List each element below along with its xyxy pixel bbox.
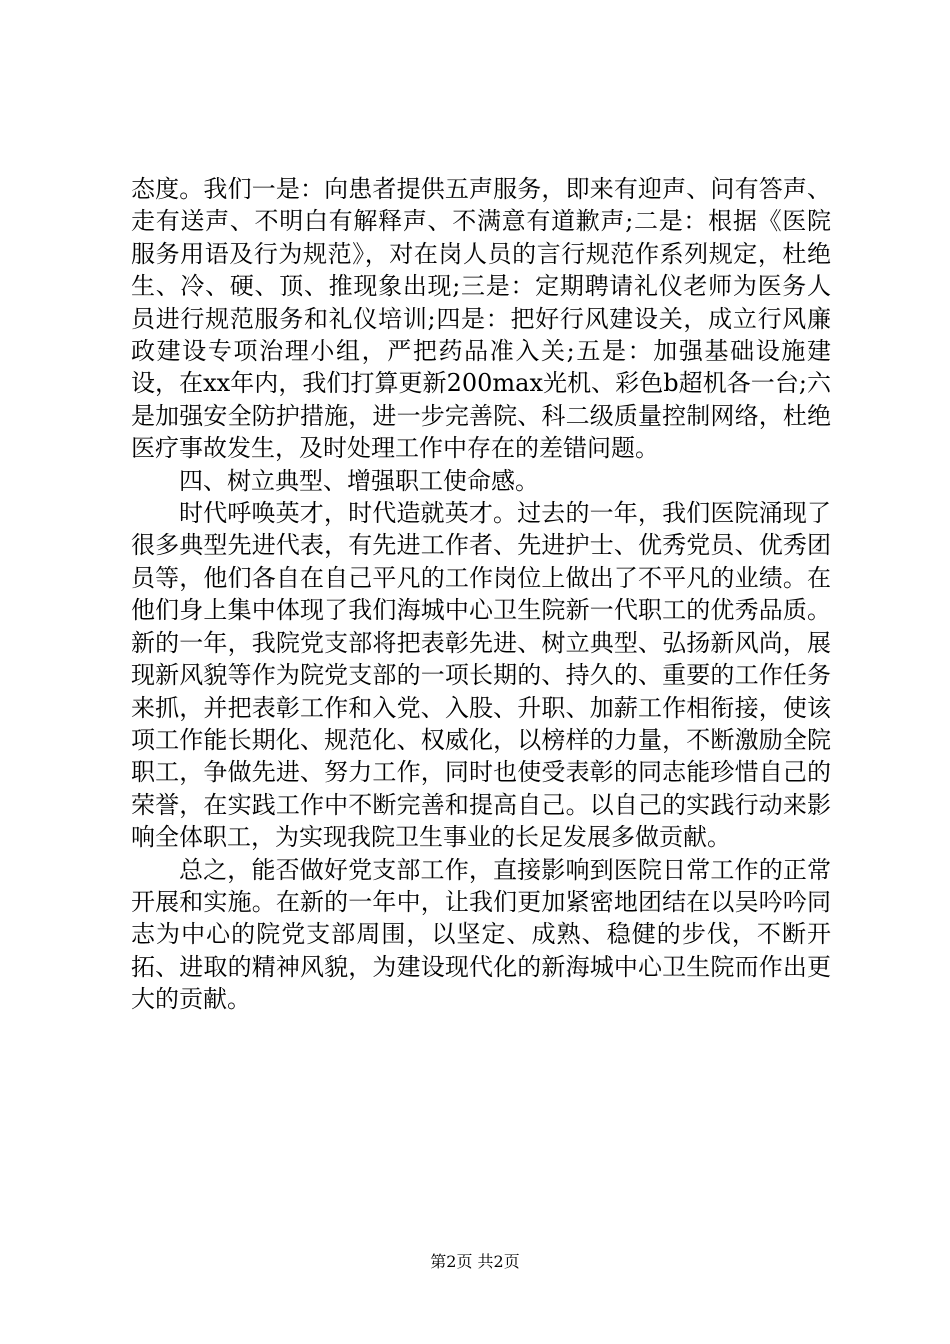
paragraph-service-measures: 态度。我们一是：向患者提供五声服务，即来有迎声、问有答声、走有送声、不明白有解释声、不满意有道歉声;二是：根据《医院服务用语及行为规范》，对在岗人员的言行规范作系列规定，杜绝生、冷、硬、顶、推现象出现;三是：定期聘请礼仪老师为医务人员进行规范服务和礼仪培训;四是：把好行风建设关，成立行风廉政建设专项治理小组，严把药品准入关;五是：加强基础设施建设，在xx年内，我们打算更新200max光机、彩色b超机各一台;六是加强安全防护措施，进一步完善院、科二级质量控制网络，杜绝医疗事故发生，及时处理工作中存在的差错问题。: [131, 175, 831, 463]
document-body: [131, 173, 831, 1016]
section-heading-role-models: 四、树立典型、增强职工使命感。: [179, 466, 539, 495]
paragraph-role-models: 时代呼唤英才，时代造就英才。过去的一年，我们医院涌现了很多典型先进代表，有先进工作者、先进护士、优秀党员、优秀团员等，他们各自在自己平凡的工作岗位上做出了不平凡的业绩。在他们身上集中体现了我们海城中心卫生院新一代职工的优秀品质。新的一年，我院党支部将把表彰先进、树立典型、弘扬新风尚，展现新风貌等作为院党支部的一项长期的、持久的、重要的工作任务来抓，并把表彰工作和入党、入股、升职、加薪工作相衔接，使该项工作能长期化、规范化、权威化，以榜样的力量，不断激励全院职工，争做先进、努力工作，同时也使受表彰的同志能珍惜自己的荣誉，在实践工作中不断完善和提高自己。以自己的实践行动来影响全体职工，为实现我院卫生事业的长足发展多做贡献。: [131, 499, 831, 852]
paragraph-conclusion: 总之，能否做好党支部工作，直接影响到医院日常工作的正常开展和实施。在新的一年中，让我们更加紧密地团结在以吴吟吟同志为中心的院党支部周围，以坚定、成熟、稳健的步伐，不断开拓、进取的精神风貌，为建设现代化的新海城中心卫生院而作出更大的贡献。: [131, 855, 831, 1014]
page-number-footer: 第2页 共2页: [430, 1252, 520, 1271]
